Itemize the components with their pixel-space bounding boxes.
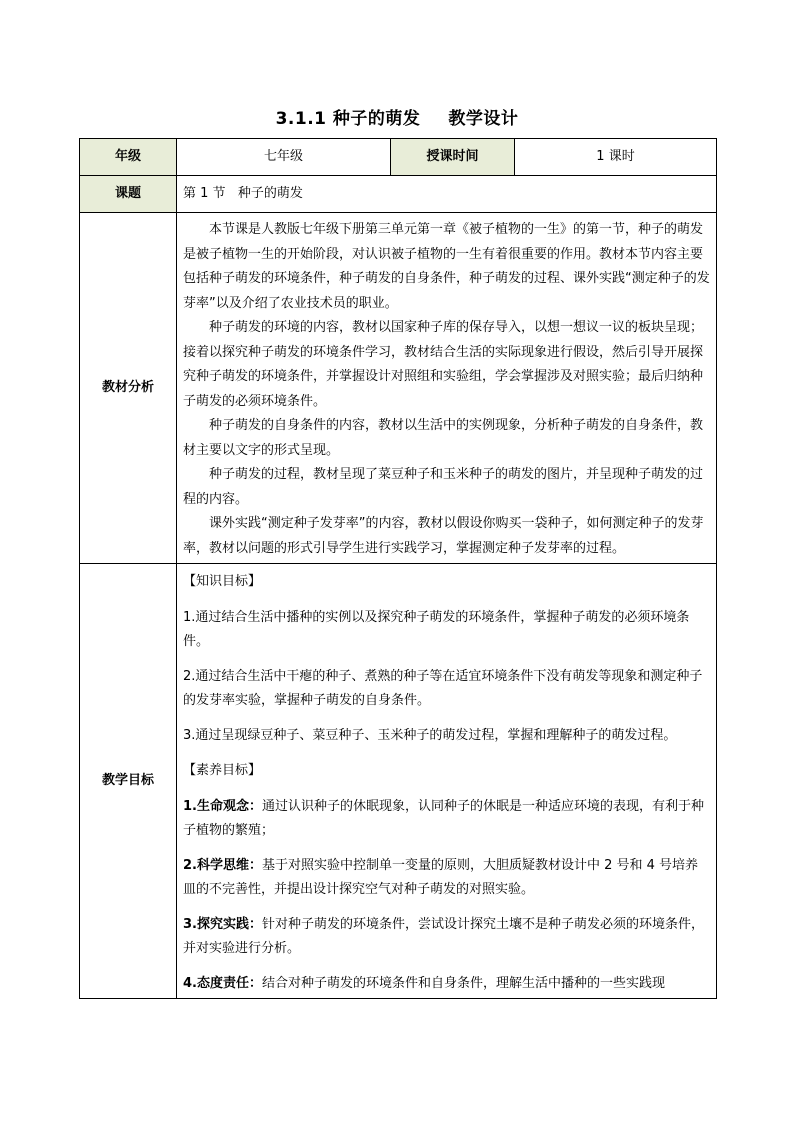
analysis-paragraph: 种子萌发的自身条件的内容，教材以生活中的实例现象，分析种子萌发的自身条件，教材主要以文字的形式呈现。 bbox=[183, 418, 704, 458]
literacy-text: 结合对种子萌发的环境条件和自身条件，理解生活中播种的一些实践现 bbox=[261, 976, 665, 991]
topic-label: 课题 bbox=[80, 176, 177, 213]
literacy-item bbox=[183, 854, 710, 902]
literacy-item bbox=[183, 913, 710, 961]
literacy-text: 通过认识种子的休眠现象，认同种子的休眠是一种适应环境的表现，有利于种子植物的繁殖； bbox=[183, 799, 704, 838]
knowledge-heading: 【知识目标】 bbox=[183, 574, 262, 589]
grade-value: 七年级 bbox=[177, 139, 391, 176]
page-title bbox=[0, 104, 794, 129]
goals-row bbox=[80, 564, 717, 999]
literacy-text: 基于对照实验中控制单一变量的原则，大胆质疑教材设计中 2 号和 4 号培养皿的不完善性，并提出设计探究空气对种子萌发的对照实验。 bbox=[183, 858, 699, 897]
analysis-paragraph: 课外实践“测定种子发芽率”的内容，教材以假设你购买一袋种子，如何测定种子的发芽率，教材以问题的形式引导学生进行实践学习，掌握测定种子发芽率的过程。 bbox=[183, 516, 704, 556]
literacy-item bbox=[183, 972, 710, 996]
literacy-key: 1.生命观念： bbox=[183, 799, 262, 814]
literacy-heading: 【素养目标】 bbox=[183, 763, 262, 778]
lesson-plan-table bbox=[79, 138, 717, 999]
analysis-paragraph: 本节课是人教版七年级下册第三单元第一章《被子植物的一生》的第一节，种子的萌发是被子植物一生的开始阶段，对认识被子植物的一生有着很重要的作用。教材本节内容主要包括种子萌发的环境条件，种子萌发的自身条件，种子萌发的过程、课外实践“测定种子的发芽率”以及介绍了农业技术员的职业。 bbox=[183, 222, 710, 311]
literacy-item bbox=[183, 795, 710, 843]
knowledge-item: 2.通过结合生活中干瘪的种子、煮熟的种子等在适宜环境条件下没有萌发等现象和测定种子的发芽率实验，掌握种子萌发的自身条件。 bbox=[183, 669, 703, 708]
topic-row bbox=[80, 176, 717, 213]
title-main: 3.1.1 种子的萌发 bbox=[275, 109, 421, 129]
analysis-content bbox=[177, 213, 717, 564]
literacy-key: 2.科学思维： bbox=[183, 858, 262, 873]
analysis-row bbox=[80, 213, 717, 564]
analysis-paragraph: 种子萌发的过程，教材呈现了菜豆种子和玉米种子的萌发的图片，并呈现种子萌发的过程的内容。 bbox=[183, 467, 704, 507]
literacy-key: 3.探究实践： bbox=[183, 917, 262, 932]
time-value: 1 课时 bbox=[515, 139, 717, 176]
analysis-label: 教材分析 bbox=[80, 213, 177, 564]
literacy-key: 4.态度责任： bbox=[183, 976, 262, 991]
knowledge-item: 1.通过结合生活中播种的实例以及探究种子萌发的环境条件，掌握种子萌发的必须环境条件。 bbox=[183, 610, 690, 649]
topic-value: 第 1 节 种子的萌发 bbox=[177, 176, 717, 213]
literacy-text: 针对种子萌发的环境条件，尝试设计探究土壤不是种子萌发必须的环境条件，并对实验进行分析。 bbox=[183, 917, 704, 956]
grade-row bbox=[80, 139, 717, 176]
knowledge-item: 3.通过呈现绿豆种子、菜豆种子、玉米种子的萌发过程，掌握和理解种子的萌发过程。 bbox=[183, 728, 677, 743]
goals-label: 教学目标 bbox=[80, 564, 177, 999]
title-sub: 教学设计 bbox=[448, 109, 519, 129]
grade-label: 年级 bbox=[80, 139, 177, 176]
goals-content bbox=[177, 564, 717, 999]
time-label: 授课时间 bbox=[391, 139, 515, 176]
analysis-paragraph: 种子萌发的环境的内容，教材以国家种子库的保存导入，以想一想议一议的板块呈现；接着以探究种子萌发的环境条件学习，教材结合生活的实际现象进行假设，然后引导开展探究种子萌发的环境条件，并掌握设计对照组和实验组，学会掌握涉及对照实验；最后归纳种子萌发的必须环境条件。 bbox=[183, 320, 704, 409]
